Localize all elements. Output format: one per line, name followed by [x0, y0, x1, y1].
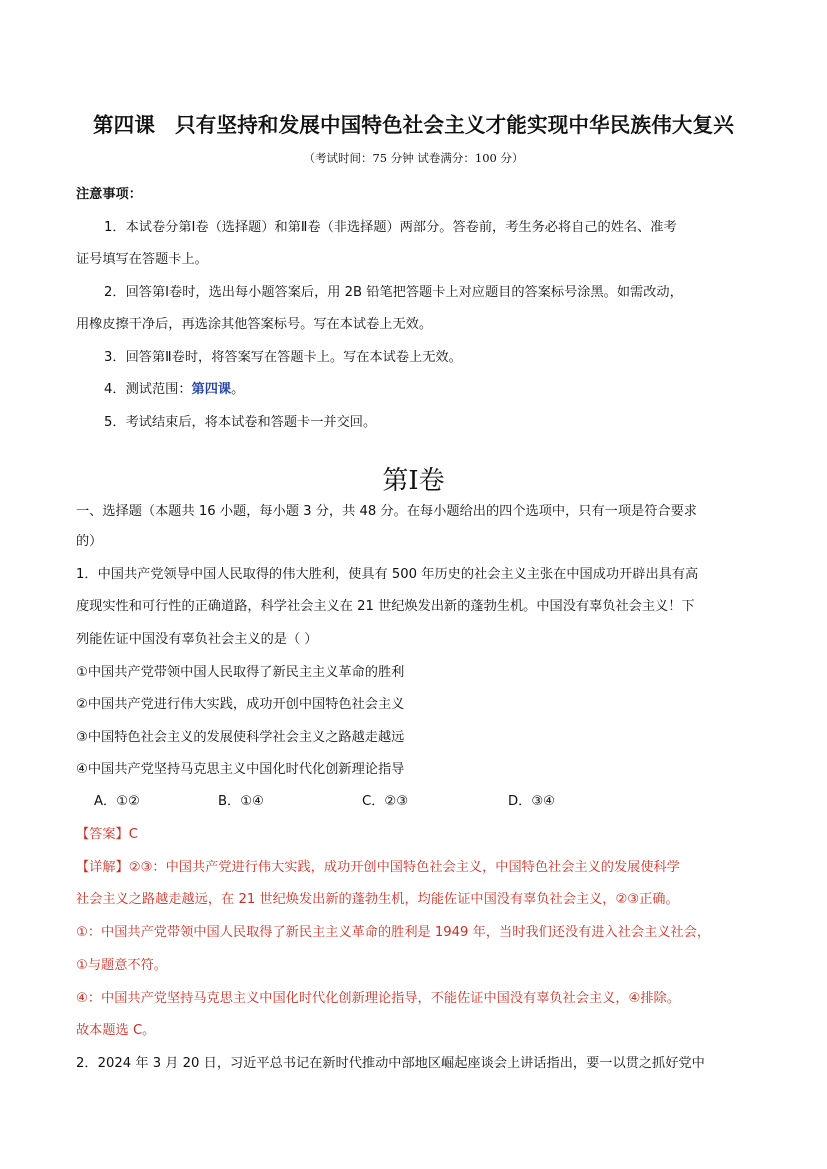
q1-option-d: D．③④	[508, 794, 555, 809]
q1-statement-4: ④中国共产党坚持马克思主义中国化时代化创新理论指导	[76, 762, 405, 777]
lesson-number: 第四课	[92, 113, 156, 137]
test-scope: 第四课	[191, 382, 232, 397]
q1-statement-1: ①中国共产党带领中国人民取得了新民主主义革命的胜利	[76, 665, 405, 680]
q1-statement-2: ②中国共产党进行伟大实践，成功开创中国特色社会主义	[76, 697, 405, 712]
q1-detail-5: ④：中国共产党坚持马克思主义中国化时代化创新理论指导，不能佐证中国没有辜负社会主义，④排除。	[76, 991, 680, 1006]
section-instructions-cont: 的）	[76, 534, 103, 549]
section-title: 第Ⅰ卷	[382, 466, 445, 496]
q1-statement-3: ③中国特色社会主义的发展使科学社会主义之路越走越远	[76, 730, 405, 745]
q1-answer: 【答案】C	[76, 827, 138, 842]
q1-option-b: B．①④	[218, 794, 264, 809]
notice-item-4: 4．测试范围：第四课。	[104, 382, 245, 397]
q1-detail-4: ①与题意不符。	[76, 958, 167, 973]
notice-item-1-cont: 证号填写在答题卡上。	[76, 252, 208, 267]
q1-detail-6: 故本题选 C。	[76, 1023, 156, 1038]
page-title	[0, 108, 827, 138]
q2-stem: 2．2024 年 3 月 20 日，习近平总书记在新时代推动中部地区崛起座谈会上讲话指出，要一以贯之抓好党中	[76, 1056, 705, 1071]
notice-item-2-cont: 用橡皮擦干净后，再选涂其他答案标号。写在本试卷上无效。	[76, 317, 433, 332]
notice-item-1: 1．本试卷分第Ⅰ卷（选择题）和第Ⅱ卷（非选择题）两部分。答卷前，考生务必将自己的姓名、准考	[104, 220, 677, 235]
q1-detail-1: 【详解】②③：中国共产党进行伟大实践，成功开创中国特色社会主义，中国特色社会主义的发展使科学	[76, 860, 680, 875]
q1-detail-3: ①：中国共产党带领中国人民取得了新民主主义革命的胜利是 1949 年，当时我们还没有进入社会主义社会，	[76, 925, 711, 940]
q1-stem: 1．中国共产党领导中国人民取得的伟大胜利，使具有 500 年历史的社会主义主张在中国成功开辟出具有高	[76, 567, 699, 582]
lesson-title: 只有坚持和发展中国特色社会主义才能实现中华民族伟大复兴	[175, 113, 734, 137]
section-instructions: 一、选择题（本题共 16 小题，每小题 3 分，共 48 分。在每小题给出的四个选项中，只有一项是符合要求	[76, 504, 697, 519]
q1-option-c: C．②③	[362, 794, 409, 809]
q1-detail-2: 社会主义之路越走越远，在 21 世纪焕发出新的蓬勃生机，均能佐证中国没有辜负社会主义，②③正确。	[76, 892, 679, 907]
q1-option-a: A．①②	[94, 794, 140, 809]
exam-info: （考试时间：75 分钟 试卷满分：100 分）	[303, 151, 524, 165]
notice-item-3: 3．回答第Ⅱ卷时，将答案写在答题卡上。写在本试卷上无效。	[104, 350, 462, 365]
notice-heading: 注意事项：	[76, 187, 142, 202]
q1-stem-cont-1: 度现实性和可行性的正确道路，科学社会主义在 21 世纪焕发出新的蓬勃生机。中国没有辜负社会主义！下	[76, 599, 695, 614]
notice-item-5: 5．考试结束后，将本试卷和答题卡一并交回。	[104, 415, 377, 430]
q1-stem-cont-2: 列能佐证中国没有辜负社会主义的是（ ）	[76, 632, 318, 647]
notice-item-2: 2．回答第Ⅰ卷时，选出每小题答案后，用 2B 铅笔把答题卡上对应题目的答案标号涂黑。如需改动，	[104, 285, 683, 300]
